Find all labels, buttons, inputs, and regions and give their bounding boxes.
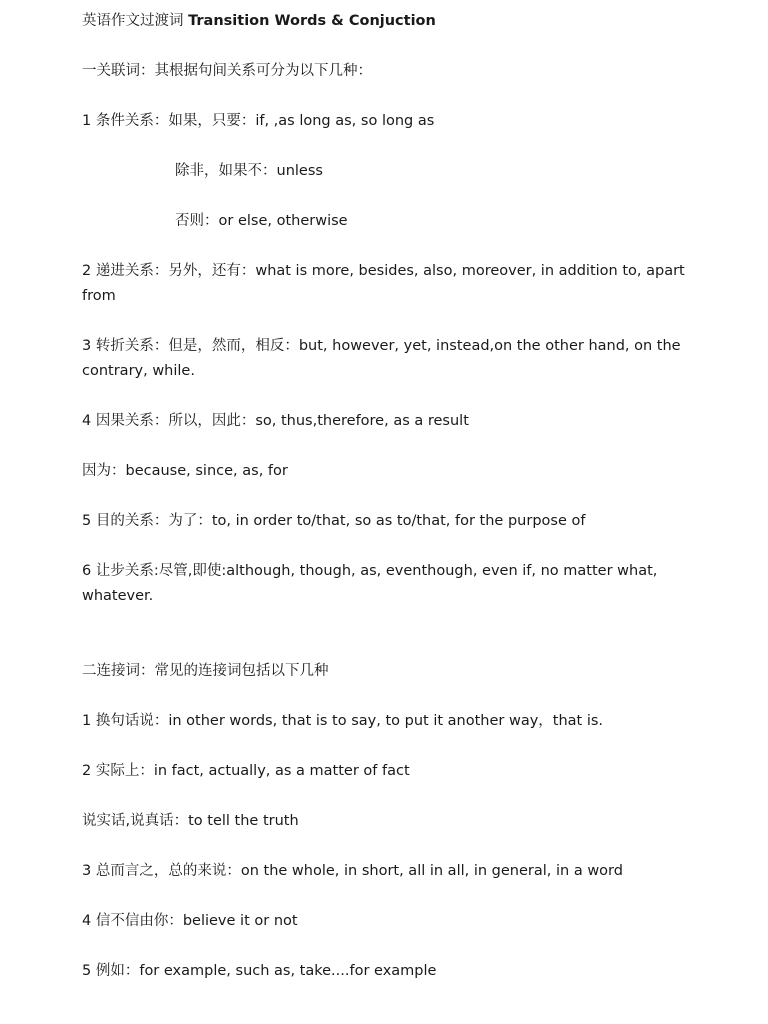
for-example-line: 5 例如：for example, such as, take....for example bbox=[82, 963, 437, 979]
causal-relation: 4 因果关系：所以，因此：so, thus,therefore, as a result bbox=[82, 413, 469, 429]
otherwise-line: 否则：or else, otherwise bbox=[175, 213, 348, 229]
title-chinese: 英语作文过渡词 bbox=[82, 13, 184, 29]
unless-line: 除非，如果不：unless bbox=[175, 163, 323, 179]
document-title bbox=[82, 9, 707, 34]
progressive-relation: 2 递进关系：另外，还有：what is more, besides, also, moreover, in addition to, apart from bbox=[82, 263, 685, 304]
believe-it-line: 4 信不信由你：believe it or not bbox=[82, 913, 298, 929]
adversative-relation: 3 转折关系：但是，然而，相反：but, however, yet, instead,on the other hand, on the contrary, while. bbox=[82, 338, 681, 379]
concessive-relation: 6 让步关系:尽管,即使:although, though, as, eventhough, even if, no matter what, whatever. bbox=[82, 563, 658, 604]
summary-line: 3 总而言之，总的来说：on the whole, in short, all in all, in general, in a word bbox=[82, 863, 623, 879]
title-english: Transition Words & Conjuction bbox=[188, 13, 436, 29]
because-line: 因为：because, since, as, for bbox=[82, 463, 288, 479]
in-other-words-line: 1 换句话说：in other words, that is to say, to put it another way，that is. bbox=[82, 713, 604, 729]
section2-heading: 二连接词：常见的连接词包括以下几种 bbox=[82, 663, 329, 679]
section1-heading: 一关联词：其根据句间关系可分为以下几种： bbox=[82, 63, 372, 79]
purpose-relation: 5 目的关系：为了：to, in order to/that, so as to/that, for the purpose of bbox=[82, 513, 586, 529]
in-fact-line: 2 实际上：in fact, actually, as a matter of fact bbox=[82, 763, 410, 779]
tell-truth-line: 说实话,说真话：to tell the truth bbox=[82, 813, 299, 829]
conditional-relation: 1 条件关系：如果，只要：if, ,as long as, so long as bbox=[82, 113, 435, 129]
